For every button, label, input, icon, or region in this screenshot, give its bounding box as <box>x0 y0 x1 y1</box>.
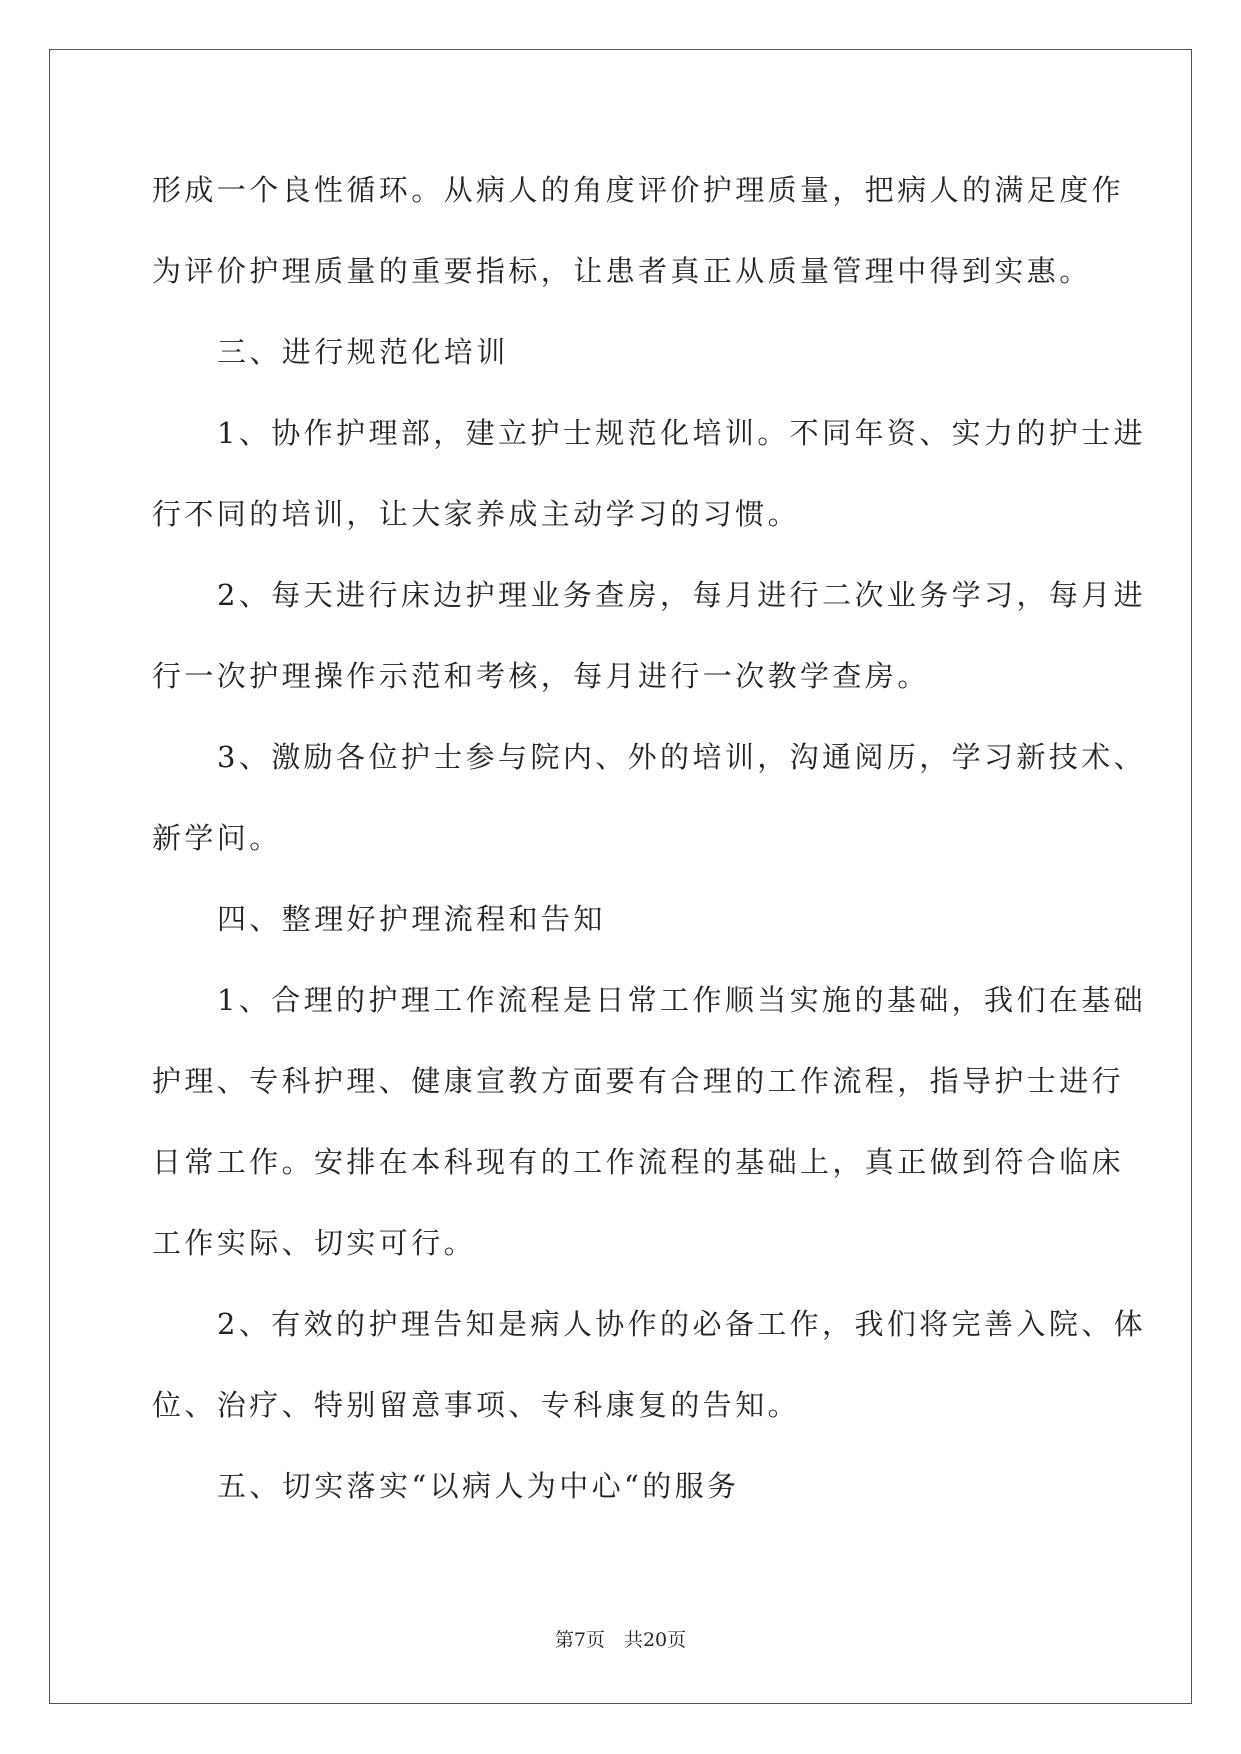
text-line: 1、协作护理部，建立护士规范化培训。不同年资、实力的护士进 <box>217 416 1147 450</box>
text-line: 1、合理的护理工作流程是日常工作顺当实施的基础，我们在基础 <box>217 983 1147 1017</box>
document-body <box>152 150 1147 1527</box>
text-line: 护理、专科护理、健康宣教方面要有合理的工作流程，指导护士进行 <box>152 1064 1125 1098</box>
text-line: 2、有效的护理告知是病人协作的必备工作，我们将完善入院、体 <box>217 1307 1147 1341</box>
text-line: 行不同的培训，让大家养成主动学习的习惯。 <box>152 497 801 531</box>
section-heading: 三、进行规范化培训 <box>217 335 509 369</box>
text-line: 为评价护理质量的重要指标，让患者真正从质量管理中得到实惠。 <box>152 254 1092 288</box>
text-line: 日常工作。安排在本科现有的工作流程的基础上，真正做到符合临床 <box>152 1145 1125 1179</box>
text-line: 新学问。 <box>152 821 282 855</box>
page-number-footer: 第7页 共20页 <box>554 1629 687 1651</box>
section-heading: 四、整理好护理流程和告知 <box>217 902 606 936</box>
text-line: 工作实际、切实可行。 <box>152 1226 477 1260</box>
text-line: 行一次护理操作示范和考核，每月进行一次教学查房。 <box>152 659 930 693</box>
text-line: 形成一个良性循环。从病人的角度评价护理质量，把病人的满足度作 <box>152 173 1125 207</box>
section-heading: 五、切实落实“以病人为中心“的服务 <box>217 1469 740 1503</box>
text-line: 位、治疗、特别留意事项、专科康复的告知。 <box>152 1388 801 1422</box>
text-line: 3、激励各位护士参与院内、外的培训，沟通阅历，学习新技术、 <box>217 740 1147 774</box>
text-line: 2、每天进行床边护理业务查房，每月进行二次业务学习，每月进 <box>217 578 1147 612</box>
